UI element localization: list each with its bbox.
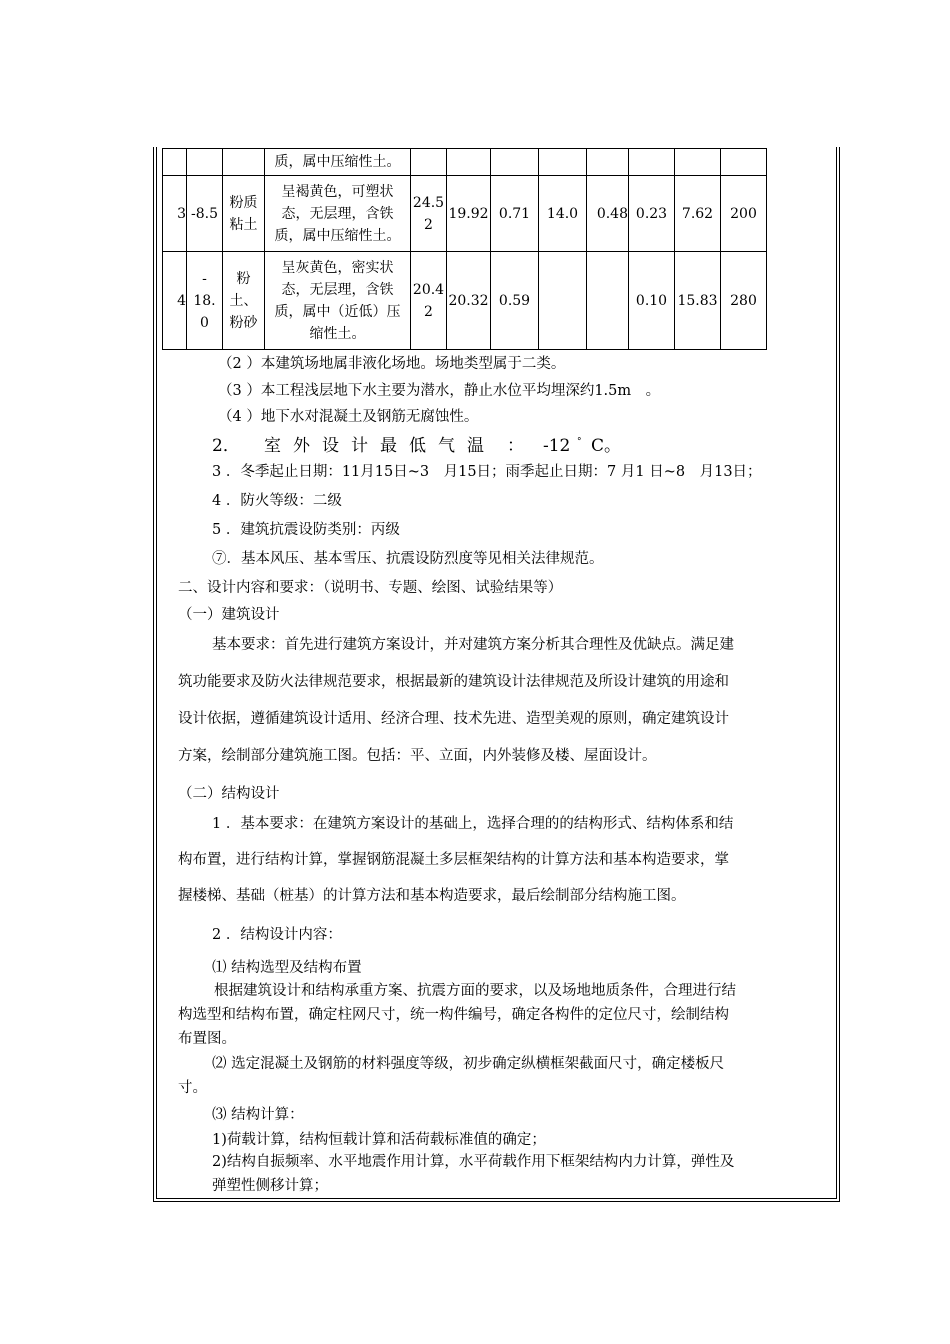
text-line: 3 ．冬季起止日期：11月15日~3 月15日；雨季起止日期：7 月1 日~8 月13日； xyxy=(212,464,762,480)
table-cell: 19.92 xyxy=(447,176,491,252)
section-heading: （一）建筑设计 xyxy=(178,607,280,623)
struct-requirements: 1 ．基本要求：在建筑方案设计的基础上，选择合理的的结构形式、结构体系和结 构布置，进行结构计算，掌握钢筋混凝土多层框架结构的计算方法和基本构造要求，掌 握楼梯、基础（桩基）的计算方法和基本构造要求，最后绘制部分结构施工图。 xyxy=(178,816,734,904)
table-cell: 280 xyxy=(721,252,767,350)
soil-table xyxy=(162,148,767,350)
table-cell: 粉 土、 粉砂 xyxy=(223,252,265,350)
table-cell: 200 xyxy=(721,176,767,252)
table-cell: 0.23 xyxy=(629,176,675,252)
arch-requirements: 基本要求：首先进行建筑方案设计，并对建筑方案分析其合理性及优缺点。满足建 筑功能要求及防火法律规范要求，根据最新的建筑设计法律规范及所设计建筑的用途和 设计依据，遵循建筑设计适用、经济合理、技术先进、造型美观的原则，确定建筑设计 方案，绘制部分建筑施工图。包括：平、立面，内外装修及楼、屋面设计。 xyxy=(178,637,734,764)
table-cell: 20.4 2 xyxy=(411,252,447,350)
text-line: 2 ．结构设计内容： xyxy=(212,927,342,943)
calc-paragraph: 2)结构自振频率、水平地震作用计算，水平荷载作用下框架结构内力计算，弹性及 弹塑性侧移计算； xyxy=(212,1154,735,1194)
table-cell: 24.5 2 xyxy=(411,176,447,252)
table-cell: 呈褐黄色，可塑状 态，无层理，含铁 质，属中压缩性土。 xyxy=(265,176,411,252)
text-line: （3 ）本工程浅层地下水主要为潜水，静止水位平均埋深约1.5m 。 xyxy=(218,383,661,399)
table-cell: 0.10 xyxy=(629,252,675,350)
table-cell xyxy=(539,252,587,350)
table-cell: 15.83 xyxy=(675,252,721,350)
text-line: 1)荷载计算，结构恒载计算和活荷载标准值的确定； xyxy=(212,1132,546,1148)
section-heading: 二、设计内容和要求：（说明书、专题、绘图、试验结果等） xyxy=(178,580,563,596)
table-row xyxy=(163,149,767,176)
min-temperature-line: 2． 室 外 设 计 最 低 气 温 ： -12 ° C。 xyxy=(212,436,622,456)
table-cell: - 18. 0 xyxy=(187,252,223,350)
table-cell: 3 xyxy=(163,176,187,252)
table-row xyxy=(163,176,767,252)
text-line: ⑴ 结构选型及结构布置 xyxy=(212,960,362,976)
material-paragraph: ⑵ 选定混凝土及钢筋的材料强度等级，初步确定纵横框架截面尺寸，确定楼板尺 寸。 xyxy=(178,1056,725,1096)
table-cell: 质，属中压缩性土。 xyxy=(265,149,411,176)
table-cell: 20.32 xyxy=(447,252,491,350)
text-line: ⑶ 结构计算： xyxy=(212,1107,304,1123)
table-cell: 0.48 xyxy=(587,176,629,252)
table-cell: 7.62 xyxy=(675,176,721,252)
table-cell: 粉质粘土 xyxy=(223,176,265,252)
text-line: （4 ）地下水对混凝土及钢筋无腐蚀性。 xyxy=(218,409,479,425)
text-line: （2 ）本建筑场地属非液化场地。场地类型属于二类。 xyxy=(218,356,566,372)
table-cell: 0.71 xyxy=(491,176,539,252)
section-heading: （二）结构设计 xyxy=(178,786,280,802)
table-cell: 呈灰黄色，密实状 态，无层理，含铁 质，属中（近低）压 缩性土。 xyxy=(265,252,411,350)
table-cell: 4 xyxy=(163,252,187,350)
layout-paragraph: 根据建筑设计和结构承重方案、抗震方面的要求，以及场地地质条件，合理进行结 构选型和结构布置，确定柱网尺寸，统一构件编号，确定各构件的定位尺寸，绘制结构 布置图。 xyxy=(178,983,736,1047)
table-cell xyxy=(587,252,629,350)
table-row xyxy=(163,252,767,350)
text-line: ⑦．基本风压、基本雪压、抗震设防烈度等见相关法律规范。 xyxy=(212,551,604,567)
table-cell: 14.0 xyxy=(539,176,587,252)
text-line: 5 ．建筑抗震设防类别：丙级 xyxy=(212,522,400,538)
text-line: 4 ．防火等级：二级 xyxy=(212,493,342,509)
table-cell: -8.5 xyxy=(187,176,223,252)
table-cell: 0.59 xyxy=(491,252,539,350)
